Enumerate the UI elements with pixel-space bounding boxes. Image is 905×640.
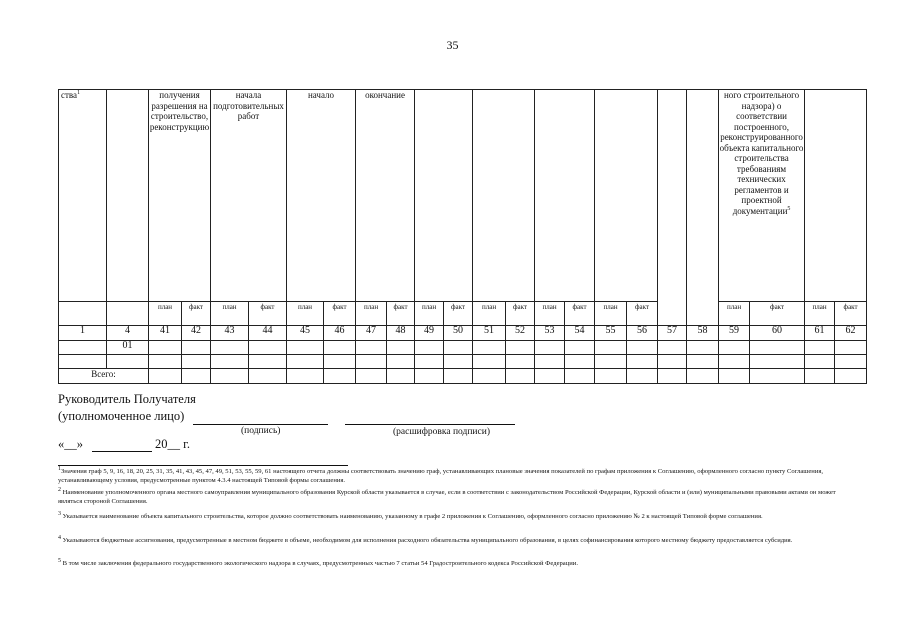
num-cell: 42 <box>182 326 211 341</box>
sub-fact: факт <box>387 302 415 326</box>
num-cell: 50 <box>444 326 473 341</box>
report-table <box>58 89 867 384</box>
footnote-5: $^5$ В том числе заключения федерального государственного экологического надзора в случаях, предусмотренных частью 7 статьи 54 Градостроительного кодекса Российской Федерации. <box>58 557 578 567</box>
footnote-2: $^2$ Наименование уполномоченного органа местного самоуправления муниципального образования Курской области указывается в случае, если в соответствии с законодательством Российской Федерации, Курской области и (или) муниципальными правовыми актами он может являться стороной Соглашения. <box>58 486 836 505</box>
num-cell: 55 <box>595 326 627 341</box>
sub-fact: факт <box>249 302 287 326</box>
num-cell: 53 <box>535 326 565 341</box>
numbers-row <box>59 326 867 341</box>
data-row-empty <box>59 355 867 369</box>
num-cell: 59 <box>719 326 750 341</box>
header-row <box>59 90 867 302</box>
num-cell: 62 <box>835 326 867 341</box>
num-cell: 44 <box>249 326 287 341</box>
num-cell: 46 <box>324 326 356 341</box>
sub-plan: план <box>595 302 627 326</box>
num-cell: 49 <box>415 326 444 341</box>
sub-fact: факт <box>182 302 211 326</box>
footnote-rule <box>58 465 348 466</box>
num-cell: 61 <box>805 326 835 341</box>
col-57 <box>658 90 687 326</box>
col-end: окончание <box>356 90 415 302</box>
sub-plan: план <box>211 302 249 326</box>
decode-line <box>345 424 515 425</box>
num-cell: 52 <box>506 326 535 341</box>
sub-empty-b <box>107 302 149 326</box>
page-number: 35 <box>446 38 459 52</box>
num-cell: 56 <box>627 326 658 341</box>
num-cell: 43 <box>211 326 249 341</box>
data-row-01 <box>59 341 867 355</box>
sub-fact: факт <box>565 302 595 326</box>
sub-plan: план <box>287 302 324 326</box>
num-cell: 57 <box>658 326 687 341</box>
col-prep-works: начала подготовительных работ <box>211 90 287 302</box>
col-stva: ства$^1$ <box>59 90 107 302</box>
row-code: 01 <box>107 341 149 355</box>
sub-plan: план <box>719 302 750 326</box>
total-label: Всего: <box>59 369 149 384</box>
sub-plan: план <box>149 302 182 326</box>
sub-empty-a <box>59 302 107 326</box>
signature-title: Руководитель Получателя <box>58 392 196 406</box>
col-b <box>107 90 149 302</box>
footnote-3: $^3$ Указывается наименование объекта капитального строительства, которое должно соответствовать наименованию, указанному в графе 2 приложения к Соглашению, оформленного согласно приложению № 2 к настоящей Типовой форме соглашения. <box>58 510 763 520</box>
num-cell: 54 <box>565 326 595 341</box>
sub-fact: факт <box>627 302 658 326</box>
sign-caption: (подпись) <box>241 426 281 436</box>
num-cell: 48 <box>387 326 415 341</box>
col-51-52 <box>473 90 535 302</box>
sub-plan: план <box>535 302 565 326</box>
sub-fact: факт <box>750 302 805 326</box>
col-53-54 <box>535 90 595 302</box>
footnote-1: $^1$Значения граф 5, 9, 16, 18, 20, 25, 31, 35, 41, 43, 45, 47, 49, 51, 53, 55, 59, 61 настоящего отчета должны соответствовать значению граф, устанавливающих плановые значения показателей по графам приложения к Соглашению, оформленного согласно пункту Соглашения, устанавливающему условия, предусмотренные пунктом 4.3.4 настоящей Типовой формы соглашения. <box>58 465 824 484</box>
num-cell: 45 <box>287 326 324 341</box>
date-month-line <box>92 451 152 452</box>
signature-role: (уполномоченное лицо) <box>58 409 185 423</box>
col-conclusion: ного строительного надзора) о соответствии построенного, реконструированного объекта капитального строительства требованиям технических регламентов и проектной документации$^5$ <box>719 90 805 302</box>
total-row <box>59 369 867 384</box>
sub-plan: план <box>805 302 835 326</box>
num-cell: 51 <box>473 326 506 341</box>
col-49-50 <box>415 90 473 302</box>
signature-line <box>193 424 328 425</box>
sub-fact: факт <box>506 302 535 326</box>
num-cell: 58 <box>687 326 719 341</box>
sub-plan: план <box>356 302 387 326</box>
footnote-4: $^4$ Указываются бюджетные ассигнования, предусмотренные в местном бюджете в объеме, необходимом для исполнения расходного обязательства муниципального образования, в целях софинансирования которого местному бюджету предоставляется субсидия. <box>58 534 793 544</box>
date-day: «__» <box>58 437 83 451</box>
col-permit: получения разрешения на строительство, реконструкцию <box>149 90 211 302</box>
col-start: начало <box>287 90 356 302</box>
col-55-56 <box>595 90 658 302</box>
subheader-row <box>59 302 867 326</box>
decode-caption: (расшифровка подписи) <box>393 427 490 437</box>
num-cell: 60 <box>750 326 805 341</box>
sub-plan: план <box>473 302 506 326</box>
num-cell: 4 <box>107 326 149 341</box>
sub-fact: факт <box>835 302 867 326</box>
col-58 <box>687 90 719 326</box>
col-61-62 <box>805 90 867 302</box>
date-year: 20__ г. <box>155 437 190 451</box>
num-cell: 41 <box>149 326 182 341</box>
sub-fact: факт <box>324 302 356 326</box>
num-cell: 47 <box>356 326 387 341</box>
num-cell: 1 <box>59 326 107 341</box>
sub-plan: план <box>415 302 444 326</box>
sub-fact: факт <box>444 302 473 326</box>
